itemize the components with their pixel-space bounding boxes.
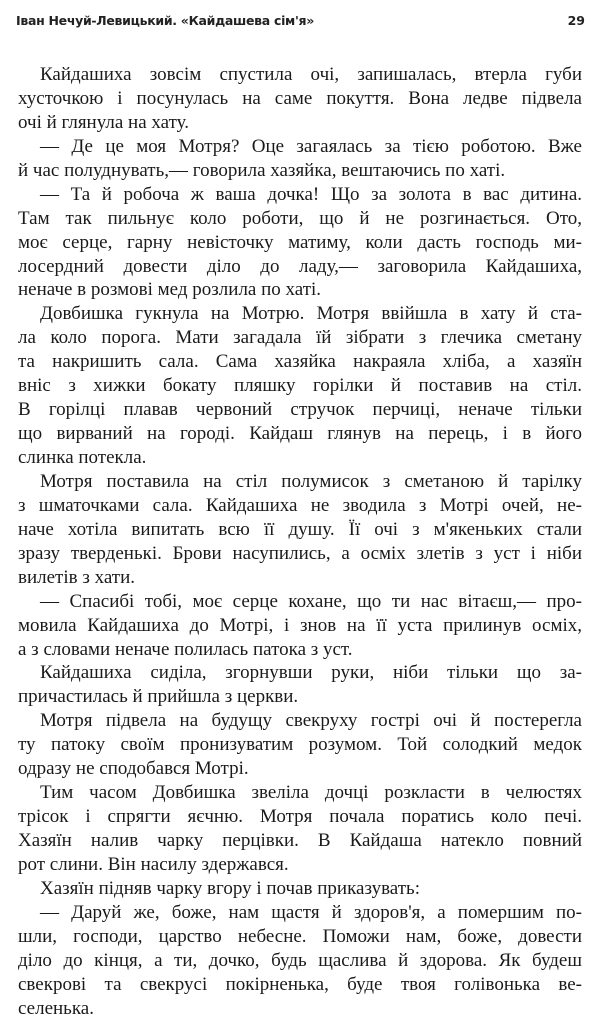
text-line: вилетів з хати.	[18, 566, 136, 588]
text-line: трісок і спрягти яєчню. Мотря почала поратись коло печі.	[18, 806, 582, 828]
text-line: шли, господи, царство небесне. Поможи нам, боже, довести	[18, 925, 582, 947]
paragraph	[18, 709, 582, 781]
paragraph	[18, 135, 582, 183]
text-line: та накришить сала. Сама хазяйка накраяла хліба, а хазяїн	[18, 351, 582, 373]
text-line: Кайдашиха зовсім спустила очі, запишалась, втерла губи	[40, 64, 582, 85]
text-line: Хазяїн підняв чарку вгору і почав приказувать:	[40, 877, 420, 899]
text-line: хусточкою і посунулась на саме покуття. Вона ледве підвела	[18, 87, 582, 109]
text-line: слинка потекла.	[18, 447, 147, 468]
text-line: В горілці плавав червоний стручок перчиці, неначе тільки	[18, 399, 582, 421]
text-line: Там так пильнує коло роботи, що й не розгинається. Ото,	[18, 207, 582, 229]
text-line: Тим часом Довбишка звеліла дочці розкласти в челюстях	[40, 782, 582, 804]
text-line: Хазяїн налив чарку перцівки. В Кайдаша натекло повний	[18, 830, 582, 851]
page-number: 29	[567, 13, 585, 28]
text-line: мовила Кайдашиха до Мотрі, і знов на її уста прилинув осміх,	[18, 614, 582, 636]
text-line: свекрові та свекрусі покірненька, буде твоя голівонька ве-	[18, 973, 582, 995]
running-title: Іван Нечуй-Левицький. «Кайдашева сім'я»	[16, 13, 315, 28]
text-line: — Спасибі тобі, моє серце кохане, що ти нас вітаєш,— про-	[40, 590, 582, 612]
body-text	[18, 63, 582, 1021]
text-line: рот слини. Він насилу здержався.	[18, 853, 289, 875]
paragraph	[18, 470, 582, 590]
text-line: ла коло порога. Мати загадала їй зібрати з глечика сметану	[18, 327, 582, 349]
text-line: селенька.	[18, 997, 94, 1019]
text-line: Мотря підвела на будущу свекруху гострі очі й постерегла	[40, 710, 582, 732]
paragraph	[18, 183, 582, 303]
text-line: вніс з хижки бокату пляшку горілки й поставив на стіл.	[18, 375, 582, 397]
text-line: ту патоку своїм пронизуватим розумом. Той солодкий медок	[18, 734, 582, 756]
text-line: — Даруй же, боже, нам щастя й здоров'я, а помершим по-	[40, 901, 582, 923]
text-line: наче хотіла випитать всю її душу. Її очі з м'якеньких стали	[18, 518, 582, 540]
text-line: Кайдашиха сиділа, згорнувши руки, ніби тільки що за-	[40, 662, 582, 684]
text-line: очі й глянула на хату.	[18, 111, 189, 133]
text-line: а з словами неначе полилась патока з уст.	[18, 638, 353, 660]
paragraph	[18, 302, 582, 470]
text-line: одразу не сподобався Мотрі.	[18, 758, 249, 780]
paragraph	[18, 63, 582, 135]
text-line: причастилась й прийшла з церкви.	[18, 686, 299, 708]
paragraph	[18, 781, 582, 877]
text-line: зразу тверденькі. Брови насупились, а осміх злетів з уст і ніби	[18, 542, 582, 564]
paragraph	[18, 901, 582, 1021]
text-line: й час полуднувать,— говорила хазяйка, вештаючись по хаті.	[18, 159, 506, 181]
running-header	[16, 13, 585, 33]
text-line: Довбишка гукнула на Мотрю. Мотря ввійшла в хату й ста-	[40, 303, 582, 325]
text-line: лосердний довести діло до ладу,— заговорила Кайдашиха,	[18, 255, 582, 277]
text-line: моє серце, гарну невісточку матиму, коли дасть господь ми-	[18, 231, 582, 253]
text-line: — Та й робоча ж ваша дочка! Що за золота в вас дитина.	[40, 183, 582, 205]
text-line: з шматочками сала. Кайдашиха не зводила з Мотрі очей, не-	[18, 494, 582, 516]
paragraph	[18, 590, 582, 662]
text-line: — Де це моя Мотря? Оце загаялась за тією роботою. Вже	[40, 135, 582, 157]
paragraph	[18, 661, 582, 709]
text-line: неначе в розмові мед розлила по хаті.	[18, 279, 322, 301]
paragraph	[18, 877, 582, 901]
text-line: що вирваний на городі. Кайдаш глянув на перець, і в його	[18, 423, 582, 445]
text-line: Мотря поставила на стіл полумисок з сметаною й тарілку	[40, 470, 582, 492]
text-line: діло до кінця, а ти, дочко, будь щаслива й здорова. Як будеш	[18, 949, 582, 971]
